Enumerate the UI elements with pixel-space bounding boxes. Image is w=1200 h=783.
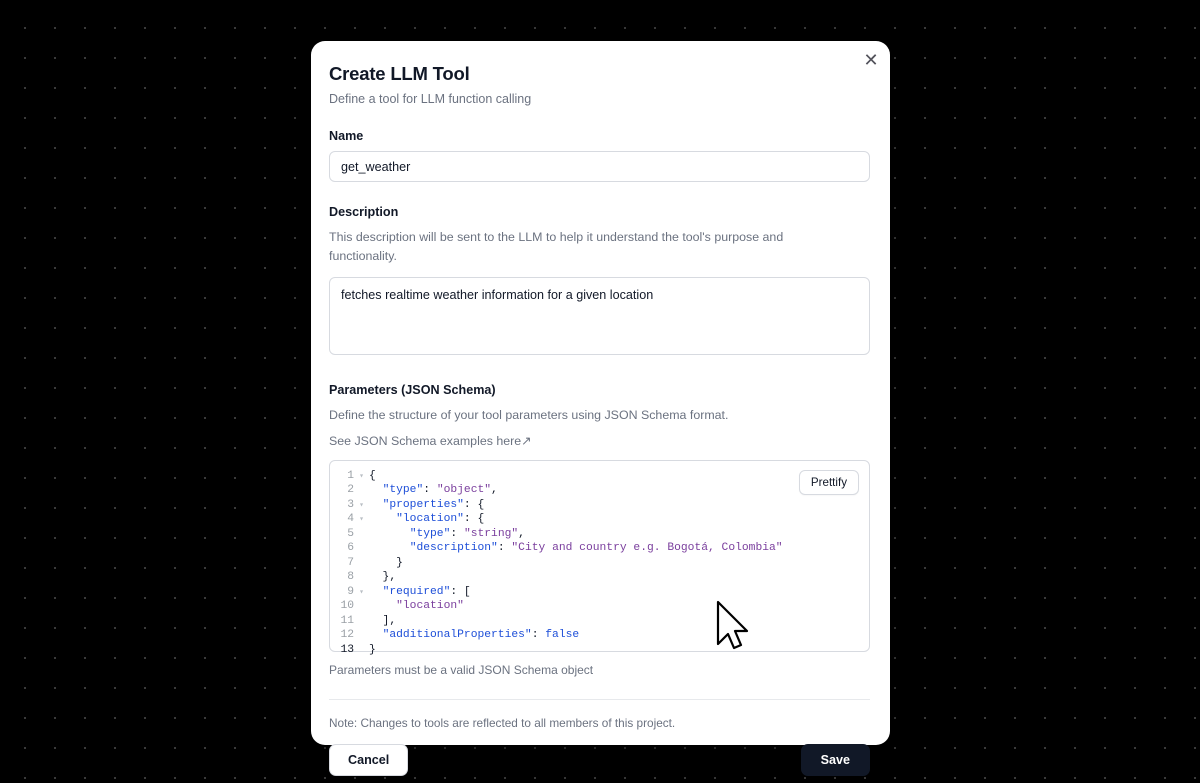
code-text: ], <box>369 614 397 627</box>
fold-spacer <box>356 643 367 658</box>
code-line[interactable] <box>330 585 869 600</box>
line-number: 2 <box>347 484 354 497</box>
fold-spacer <box>356 599 367 614</box>
code-line[interactable] <box>330 614 869 629</box>
code-text: } <box>369 556 403 569</box>
code-text: "properties": { <box>382 498 485 511</box>
code-text: "type": "string", <box>409 527 525 540</box>
chevron-down-icon[interactable]: ▾ <box>359 515 364 525</box>
code-text: "required": [ <box>382 585 471 598</box>
parameters-help: Define the structure of your tool parameters using JSON Schema format. <box>329 408 729 423</box>
code-text: "type": "object", <box>382 484 498 497</box>
fold-spacer <box>356 570 367 585</box>
code-line[interactable] <box>330 498 869 513</box>
line-number: 1 <box>347 469 354 482</box>
fold-spacer <box>356 483 367 498</box>
cancel-button[interactable]: Cancel <box>329 744 408 776</box>
code-text: "additionalProperties": false <box>382 629 580 642</box>
code-line[interactable] <box>330 483 869 498</box>
description-help: This description will be sent to the LLM to help it understand the tool's purpose and functionality. <box>329 230 784 264</box>
code-line[interactable] <box>330 512 869 527</box>
name-input[interactable] <box>329 151 870 182</box>
fold-spacer <box>356 614 367 629</box>
chevron-down-icon[interactable]: ▾ <box>359 587 364 597</box>
code-text: "location" <box>396 600 464 613</box>
json-schema-editor[interactable] <box>329 460 870 656</box>
code-line[interactable] <box>330 628 869 643</box>
code-line[interactable] <box>330 556 869 571</box>
code-text: "location": { <box>396 513 485 526</box>
parameters-validation-note: Parameters must be a valid JSON Schema object <box>329 662 594 677</box>
description-textarea[interactable] <box>329 277 870 355</box>
parameters-label: Parameters (JSON Schema) <box>329 383 496 398</box>
code-line[interactable] <box>330 643 869 658</box>
line-number: 11 <box>340 614 354 627</box>
code-line[interactable] <box>330 527 869 542</box>
json-schema-examples-link-row <box>329 433 872 448</box>
code-text: }, <box>369 571 397 584</box>
line-number: 5 <box>347 527 354 540</box>
code-line[interactable] <box>330 570 869 585</box>
code-text: "description": "City and country e.g. Bogotá, Colombia" <box>409 542 783 555</box>
line-number: 9 <box>347 585 354 598</box>
dialog-subtitle: Define a tool for LLM function calling <box>329 92 532 106</box>
chevron-down-icon[interactable]: ▾ <box>359 500 364 510</box>
description-label: Description <box>329 205 399 219</box>
code-text: } <box>369 643 376 656</box>
footer-note: Note: Changes to tools are reflected to all members of this project. <box>329 715 676 730</box>
line-number: 10 <box>340 600 354 613</box>
fold-spacer <box>356 541 367 556</box>
line-number: 3 <box>347 498 354 511</box>
line-number: 7 <box>347 556 354 569</box>
external-link-icon: ↗ <box>521 433 532 448</box>
fold-spacer <box>356 556 367 571</box>
divider <box>329 699 870 700</box>
fold-spacer <box>356 628 367 643</box>
prettify-button[interactable]: Prettify <box>799 470 859 495</box>
save-button[interactable]: Save <box>801 744 870 776</box>
close-icon[interactable]: ✕ <box>863 49 879 70</box>
line-number: 8 <box>347 571 354 584</box>
page-title: Create LLM Tool <box>329 63 470 84</box>
line-number: 13 <box>340 643 354 656</box>
json-schema-examples-link[interactable]: See JSON Schema examples here <box>329 433 522 448</box>
dialog-body <box>311 41 890 767</box>
line-number: 12 <box>340 629 354 642</box>
name-label: Name <box>329 129 364 143</box>
code-line[interactable] <box>330 541 869 556</box>
code-line[interactable] <box>330 599 869 614</box>
code-text: { <box>369 469 376 482</box>
line-number: 4 <box>347 513 354 526</box>
dialog-actions <box>329 744 870 776</box>
create-llm-tool-dialog <box>311 41 890 767</box>
code-lines[interactable] <box>330 461 869 658</box>
line-number: 6 <box>347 542 354 555</box>
chevron-down-icon[interactable]: ▾ <box>359 471 364 481</box>
code-line[interactable] <box>330 469 869 484</box>
fold-spacer <box>356 527 367 542</box>
